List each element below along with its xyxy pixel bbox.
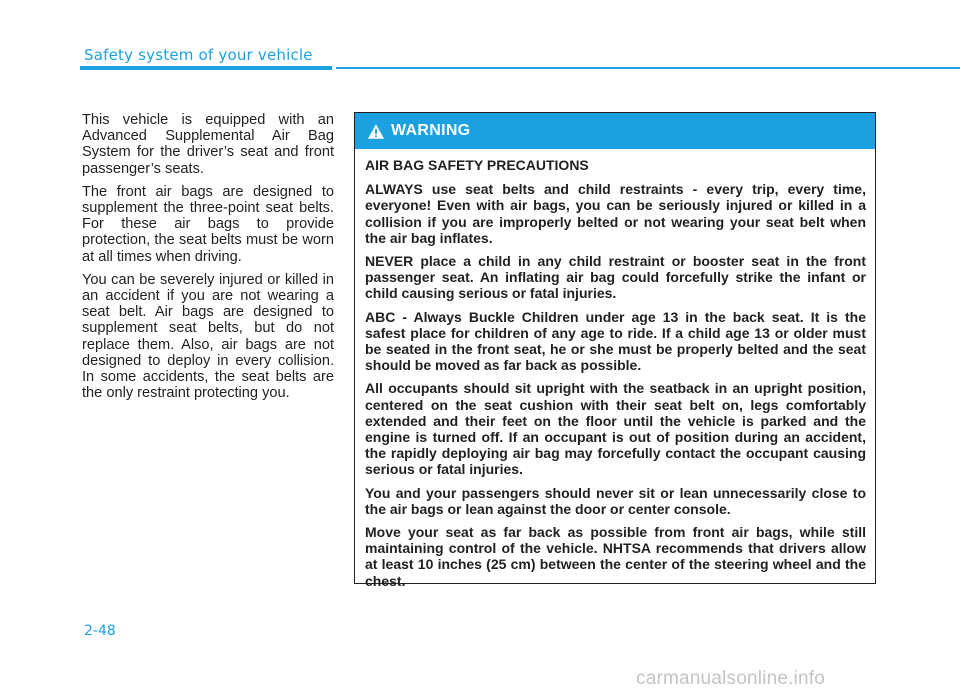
- section-title: Safety system of your vehicle: [84, 46, 313, 64]
- intro-paragraph: The front air bags are designed to supplement the three-point seat belts. For these air bags to provide protection, the seat belts must be worn at all times when driving.: [82, 183, 334, 265]
- header-rule-thick: [80, 66, 332, 70]
- watermark-text: carmanualsonline.info: [636, 668, 826, 689]
- warning-paragraph: ABC - Always Buckle Children under age 13 in the back seat. It is the safest place for children of any age to ride. If a child age 13 or older must be seated in the front seat, he or she must be properly belted and the seat should be moved as far back as possible.: [365, 308, 866, 374]
- warning-title-bar: [355, 113, 875, 149]
- warning-paragraph: Move your seat as far back as possible from front air bags, while still maintaining control of the vehicle. NHTSA recommends that drivers allow at least 10 inches (25 cm) between the center of the steering wheel and the chest.: [365, 524, 866, 589]
- warning-box: [354, 112, 876, 589]
- warning-paragraph: ALWAYS use seat belts and child restraints - every trip, every time, everyone! Even with air bags, you can be seriously injured or killed in a collision if you are improperly belted or not wearing your seat belt when the air bag inflates.: [365, 181, 866, 246]
- intro-paragraph: You can be severely injured or killed in an accident if you are not wearing a seat belt. Air bags are designed to supplement seat belts, but do not replace them. Also, air bags are not designed to deploy in every collision. In some accidents, the seat belts are the only restraint protecting you.: [82, 271, 334, 402]
- warning-title: WARNING: [391, 122, 471, 139]
- intro-text-column: [82, 112, 334, 408]
- header-rule-thin: [336, 67, 960, 69]
- page-number: 2-48: [84, 623, 116, 639]
- warning-triangle-icon: [367, 123, 385, 140]
- intro-paragraph: This vehicle is equipped with an Advanced Supplemental Air Bag System for the driver’s seat and front passenger’s seats.: [82, 112, 334, 177]
- warning-paragraph: All occupants should sit upright with the seatback in an upright position, centered on the seat cushion with their seat belt on, legs comfortably extended and their feet on the floor until the vehicle is parked and the engine is turned off. If an occupant is out of position during an accident, the rapidly deploying air bag may forcefully contact the occupant causing serious or fatal injuries.: [365, 380, 866, 478]
- warning-heading: AIR BAG SAFETY PRECAUTIONS: [365, 157, 589, 173]
- warning-paragraph: You and your passengers should never sit or lean unnecessarily close to the air bags or lean against the door or center console.: [365, 484, 866, 517]
- warning-body: [355, 149, 875, 589]
- warning-paragraph: NEVER place a child in any child restraint or booster seat in the front passenger seat. An inflating air bag could forcefully strike the infant or child causing serious or fatal injuries.: [365, 253, 866, 302]
